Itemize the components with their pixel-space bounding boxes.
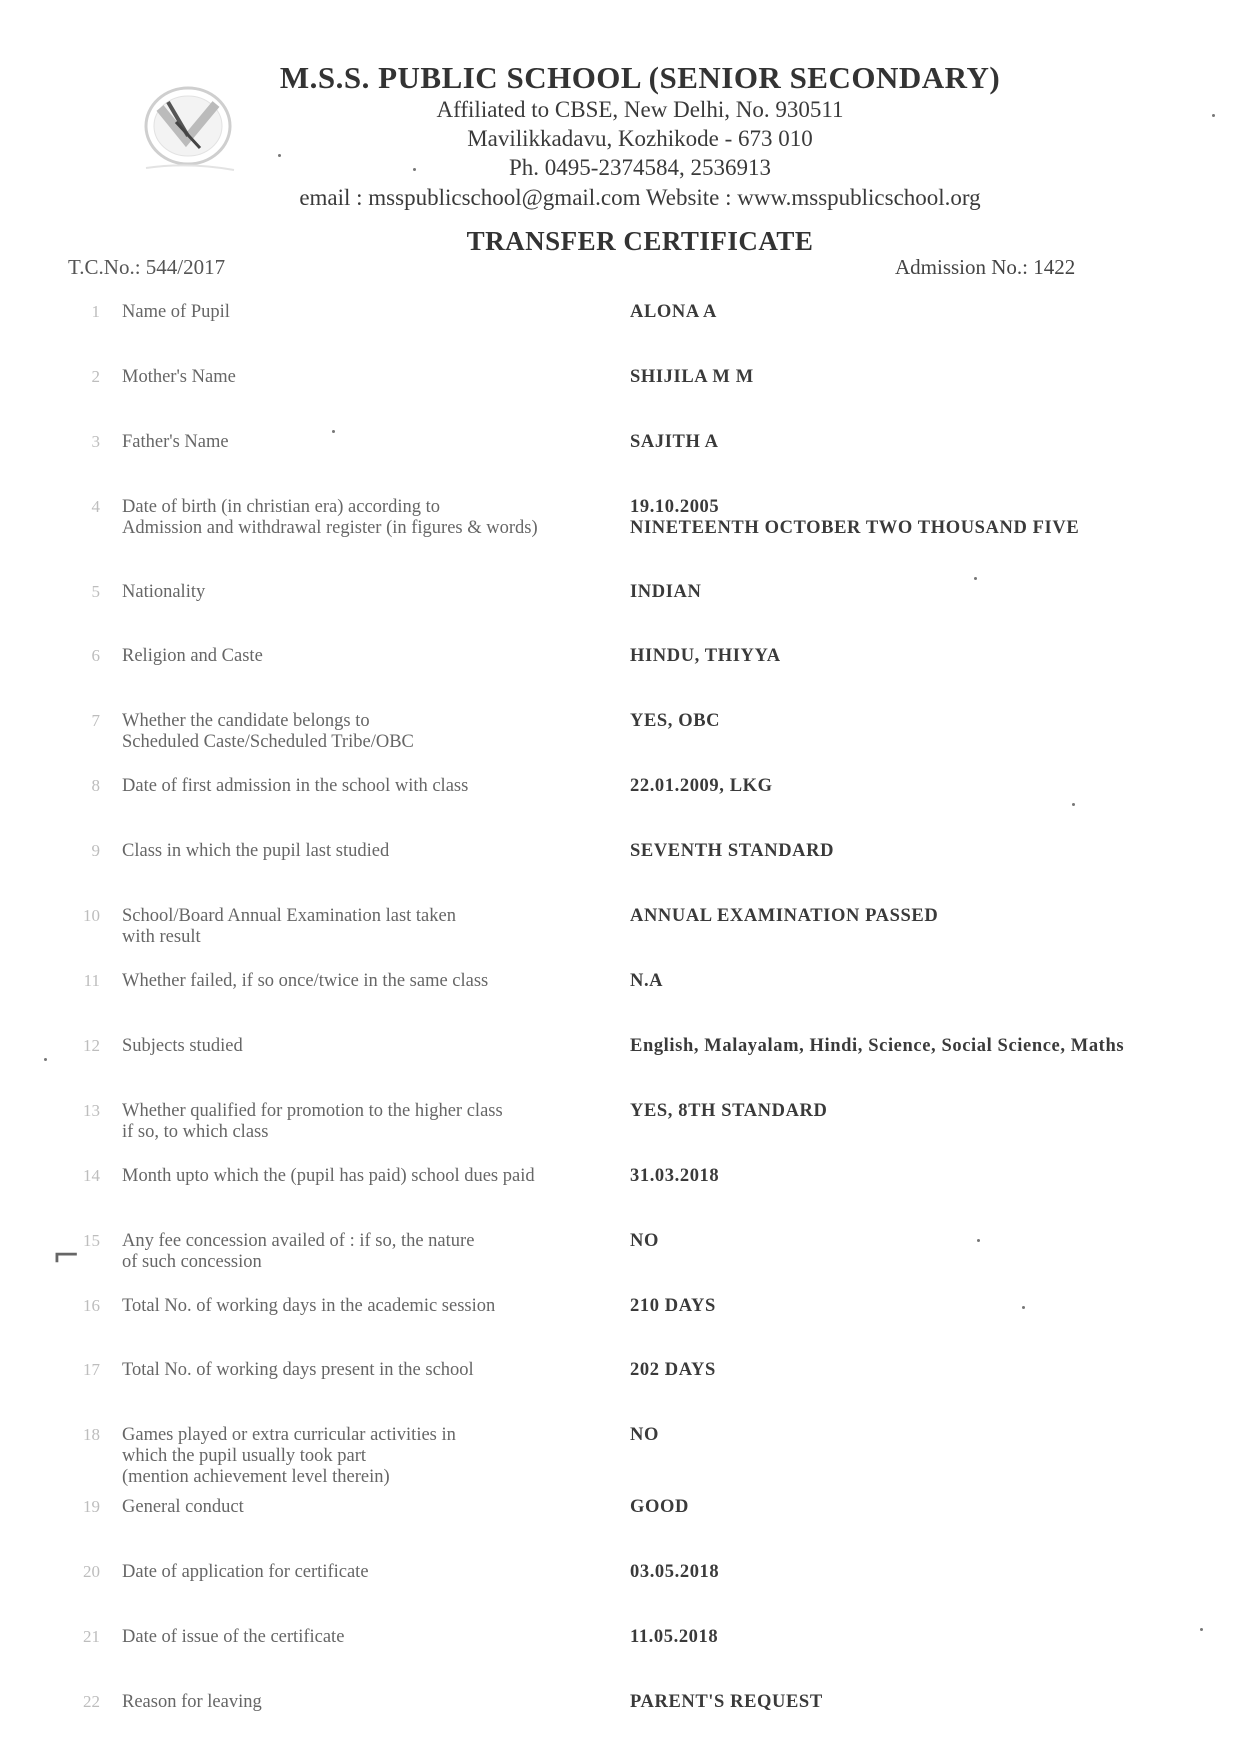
row-value-line: ANNUAL EXAMINATION PASSED xyxy=(630,906,939,926)
row-value-line: YES, OBC xyxy=(630,711,721,731)
row-value xyxy=(630,582,1190,603)
row-label xyxy=(122,646,602,667)
row-number: 17 xyxy=(83,1360,100,1379)
row-label-line: Whether failed, if so once/twice in the same class xyxy=(122,971,489,991)
row-number: 10 xyxy=(83,906,100,925)
row-value-line: 22.01.2009, LKG xyxy=(630,776,773,796)
row-label-line: Date of birth (in christian era) according to xyxy=(122,497,440,517)
row-number: 12 xyxy=(83,1036,100,1055)
email-website-line: email : msspublicschool@gmail.com Website : www.msspublicschool.org xyxy=(299,185,981,210)
row-value-line: PARENT'S REQUEST xyxy=(630,1692,823,1712)
row-label-line: Reason for leaving xyxy=(122,1692,262,1712)
row-value xyxy=(630,1627,1190,1648)
row-number: 3 xyxy=(91,432,100,451)
row-number: 13 xyxy=(83,1101,100,1120)
row-label xyxy=(122,1231,602,1273)
row-label xyxy=(122,302,602,323)
row-label xyxy=(122,1101,602,1143)
row-label-line: Any fee concession availed of : if so, the nature xyxy=(122,1231,475,1251)
row-number: 9 xyxy=(91,841,100,860)
row-label xyxy=(122,711,602,753)
row-label xyxy=(122,1036,602,1057)
row-label-line: of such concession xyxy=(122,1252,262,1272)
row-label-line: Month upto which the (pupil has paid) school dues paid xyxy=(122,1166,535,1186)
row-label-line: Total No. of working days in the academic session xyxy=(122,1296,496,1316)
row-label-line: Date of application for certificate xyxy=(122,1562,369,1582)
row-value-line: N.A xyxy=(630,971,664,991)
row-number: 14 xyxy=(83,1166,100,1185)
row-value xyxy=(630,1562,1190,1583)
row-label-line: Class in which the pupil last studied xyxy=(122,841,390,861)
row-label-line: Scheduled Caste/Scheduled Tribe/OBC xyxy=(122,732,414,752)
row-value xyxy=(630,1425,1190,1446)
row-value-line: NINETEENTH OCTOBER TWO THOUSAND FIVE xyxy=(630,518,1080,538)
row-number: 22 xyxy=(83,1692,100,1711)
phone-line: Ph. 0495-2374584, 2536913 xyxy=(509,155,771,180)
row-label-line: Name of Pupil xyxy=(122,302,230,322)
row-number: 19 xyxy=(83,1497,100,1516)
row-label-line: Admission and withdrawal register (in figures & words) xyxy=(122,518,538,538)
row-value-line: SAJITH A xyxy=(630,432,719,452)
row-label xyxy=(122,1296,602,1317)
row-value-line: NO xyxy=(630,1231,659,1251)
row-label-line: Whether qualified for promotion to the higher class xyxy=(122,1101,503,1121)
scan-speck xyxy=(44,1058,47,1061)
row-label xyxy=(122,367,602,388)
row-number: 5 xyxy=(91,582,100,601)
row-label-line: General conduct xyxy=(122,1497,244,1517)
row-label-line: (mention achievement level therein) xyxy=(122,1467,390,1487)
row-number: 16 xyxy=(83,1296,100,1315)
row-value-line: HINDU, THIYYA xyxy=(630,646,781,666)
row-value-line: YES, 8TH STANDARD xyxy=(630,1101,828,1121)
row-value xyxy=(630,432,1190,453)
scan-speck xyxy=(413,168,416,171)
row-value xyxy=(630,906,1190,927)
row-value xyxy=(630,1036,1190,1057)
row-value xyxy=(630,841,1190,862)
row-value xyxy=(630,497,1190,539)
row-label-line: Date of first admission in the school with class xyxy=(122,776,469,796)
row-value xyxy=(630,1231,1190,1252)
row-label-line: if so, to which class xyxy=(122,1122,269,1142)
row-value xyxy=(630,367,1190,388)
row-number: 15 xyxy=(83,1231,100,1250)
scan-mark: ⌐ xyxy=(52,1236,81,1276)
row-label xyxy=(122,497,602,539)
row-value-line: SHIJILA M M xyxy=(630,367,754,387)
row-value-line: NO xyxy=(630,1425,659,1445)
row-number: 11 xyxy=(83,971,100,990)
row-label-line: Whether the candidate belongs to xyxy=(122,711,370,731)
row-label-line: which the pupil usually took part xyxy=(122,1446,367,1466)
row-number: 18 xyxy=(83,1425,100,1444)
row-label-line: Father's Name xyxy=(122,432,229,452)
row-value-line: ALONA A xyxy=(630,302,717,322)
row-value-line: SEVENTH STANDARD xyxy=(630,841,835,861)
row-value xyxy=(630,971,1190,992)
row-value xyxy=(630,1166,1190,1187)
row-label xyxy=(122,1360,602,1381)
row-label-line: Subjects studied xyxy=(122,1036,243,1056)
row-value-line: 19.10.2005 xyxy=(630,497,720,517)
row-label xyxy=(122,841,602,862)
row-label xyxy=(122,906,602,948)
row-value xyxy=(630,1360,1190,1381)
row-value-line: GOOD xyxy=(630,1497,689,1517)
row-number: 20 xyxy=(83,1562,100,1581)
row-label-line: Games played or extra curricular activities in xyxy=(122,1425,456,1445)
row-number: 1 xyxy=(91,302,100,321)
row-value-line: INDIAN xyxy=(630,582,702,602)
tc-number: T.C.No.: 544/2017 xyxy=(68,255,226,279)
row-number: 2 xyxy=(91,367,100,386)
affiliation-line: Affiliated to CBSE, New Delhi, No. 930511 xyxy=(436,97,844,122)
row-label-line: Nationality xyxy=(122,582,206,602)
school-emblem-icon xyxy=(138,78,238,176)
row-label xyxy=(122,1497,602,1518)
row-value xyxy=(630,1101,1190,1122)
row-label-line: Total No. of working days present in the school xyxy=(122,1360,474,1380)
admission-number: Admission No.: 1422 xyxy=(895,255,1076,279)
row-number: 21 xyxy=(83,1627,100,1646)
row-label xyxy=(122,432,602,453)
scan-speck xyxy=(1072,803,1075,806)
row-value xyxy=(630,1296,1190,1317)
row-label-line: School/Board Annual Examination last taken xyxy=(122,906,456,926)
row-label xyxy=(122,1627,602,1648)
school-name: M.S.S. PUBLIC SCHOOL (SENIOR SECONDARY) xyxy=(279,60,1001,95)
row-value-line: 210 DAYS xyxy=(630,1296,716,1316)
scan-speck xyxy=(1212,114,1215,117)
row-label xyxy=(122,582,602,603)
row-value-line: 11.05.2018 xyxy=(630,1627,719,1647)
row-value xyxy=(630,711,1190,732)
row-label xyxy=(122,971,602,992)
row-label xyxy=(122,1166,602,1187)
row-label-line: Religion and Caste xyxy=(122,646,263,666)
row-number: 4 xyxy=(91,497,100,516)
row-value-line: 202 DAYS xyxy=(630,1360,716,1380)
scan-speck xyxy=(1022,1306,1025,1309)
scan-speck xyxy=(1200,1628,1203,1631)
row-label xyxy=(122,1425,602,1488)
scan-speck xyxy=(977,1239,980,1242)
row-label xyxy=(122,1692,602,1713)
row-value xyxy=(630,776,1190,797)
row-value xyxy=(630,646,1190,667)
scan-speck xyxy=(974,577,977,580)
row-number: 7 xyxy=(91,711,100,730)
row-label-line: Date of issue of the certificate xyxy=(122,1627,345,1647)
row-number: 6 xyxy=(91,646,100,665)
scan-speck xyxy=(278,154,281,157)
row-value xyxy=(630,1497,1190,1518)
scan-speck xyxy=(332,430,335,433)
row-value xyxy=(630,1692,1190,1713)
certificate-title: TRANSFER CERTIFICATE xyxy=(466,226,814,256)
row-value xyxy=(630,302,1190,323)
address-line: Mavilikkadavu, Kozhikode - 673 010 xyxy=(467,126,813,151)
row-value-line: 03.05.2018 xyxy=(630,1562,720,1582)
row-label xyxy=(122,776,602,797)
row-value-line: 31.03.2018 xyxy=(630,1166,720,1186)
row-number: 8 xyxy=(91,776,100,795)
row-label-line: Mother's Name xyxy=(122,367,236,387)
row-label-line: with result xyxy=(122,927,201,947)
row-value-line: English, Malayalam, Hindi, Science, Social Science, Maths xyxy=(630,1036,1125,1056)
row-label xyxy=(122,1562,602,1583)
